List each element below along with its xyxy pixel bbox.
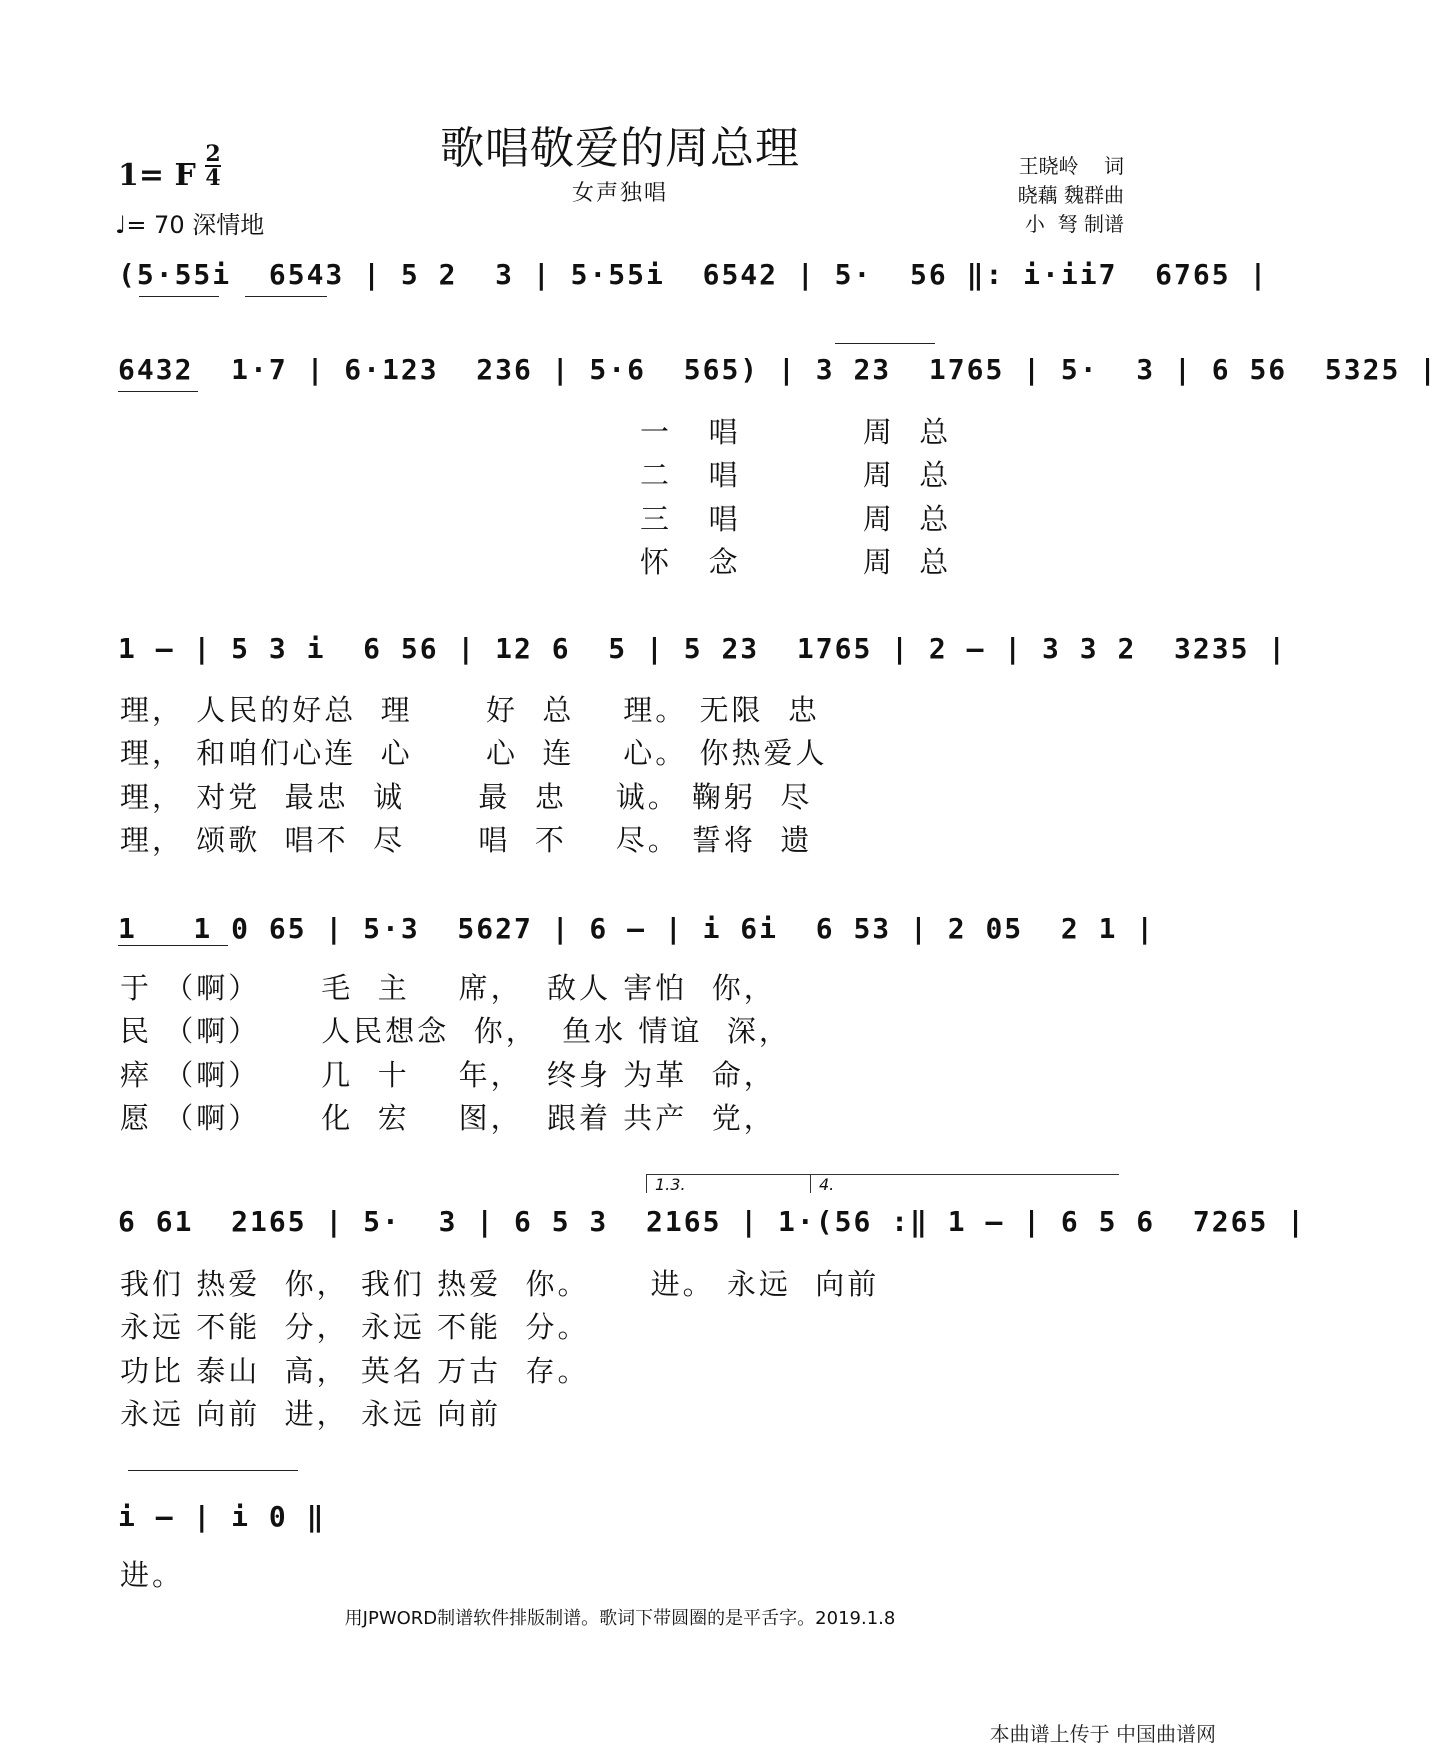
key-signature: 1= F (118, 158, 196, 193)
tempo-marking: ♩= 70 深情地 (115, 211, 265, 239)
credits (1000, 152, 1124, 239)
lyrics-verse-2: 民 （啊） 人民想念 你， 鱼水 情谊 深， (120, 1014, 791, 1048)
notation-line-3: 1 – | 5 3 i 6 56 | 12 6 5 | 5 23 1765 | 2 – | 3 3 2 3235 | (118, 632, 1288, 665)
engraver-credit: 小 弩 制谱 (1024, 212, 1124, 236)
beam (245, 296, 327, 297)
notation-line-4: 1 1 0 65 | 5·3 5627 | 6 – | i 6i 6 53 | 2 05 2 1 | (118, 912, 1156, 945)
lyrics-verse-3: 三 唱 周 总 (640, 502, 952, 536)
triplet-bracket (835, 343, 935, 344)
lyrics-verse-2: 二 唱 周 总 (640, 458, 952, 492)
meter-top: 2 (205, 141, 221, 167)
lyrics-verse-3: 瘁 （啊） 几 十 年， 终身 为革 命， (120, 1058, 776, 1092)
notation-line-5: 6 61 2165 | 5· 3 | 6 5 3 2165 | 1·(56 :‖ 1 – | 6 5 6 7265 | (118, 1205, 1307, 1238)
volta-label-1: 1.3. (655, 1175, 686, 1194)
lyrics-verse-3: 功比 泰山 高， 英名 万古 存。 (120, 1354, 590, 1388)
notation-line-6: i – | i 0 ‖ (118, 1500, 326, 1533)
lyrics-verse-4: 怀 念 周 总 (640, 545, 952, 579)
lyrics-verse-1: 理， 人民的好总 理 好 总 理。 无限 忠 (120, 693, 820, 727)
notation-line-2: 6432 1·7 | 6·123 236 | 5·6 565) | 3 23 1765 | 5· 3 | 6 56 5325 | (118, 353, 1438, 386)
lyricist-credit: 王晓岭 词 (1018, 154, 1124, 178)
volta-bracket-1 (646, 1174, 813, 1193)
lyrics-verse-1: 我们 热爱 你， 我们 热爱 你。 进。 永远 向前 (120, 1267, 880, 1301)
composer-credit: 晓藕 魏群曲 (1017, 183, 1124, 207)
footnote: 用JPWORD制谱软件排版制谱。歌词下带圆圈的是平舌字。2019.1.8 (344, 1608, 896, 1629)
lyrics-verse-4: 愿 （啊） 化 宏 图， 跟着 共产 党， (120, 1101, 776, 1135)
ending-bracket (128, 1470, 298, 1471)
lyrics-verse-2: 理， 和咱们心连 心 心 连 心。 你热爱人 (120, 736, 828, 770)
lyrics-verse-3: 理， 对党 最忠 诚 最 忠 诚。 鞠躬 尽 (120, 780, 813, 814)
beam (139, 296, 219, 297)
song-subtitle: 女声独唱 (571, 181, 668, 206)
lyrics-verse-4: 永远 向前 进， 永远 向前 (120, 1397, 502, 1431)
song-title: 歌唱敬爱的周总理 (440, 123, 800, 174)
watermark: 本曲谱上传于 中国曲谱网 (989, 1722, 1216, 1746)
meter-bottom: 4 (205, 165, 221, 191)
lyrics-ending: 进。 (120, 1558, 185, 1592)
extension-line (118, 945, 228, 946)
notation-line-1: (5·55i 6543 | 5 2 3 | 5·55i 6542 | 5· 56 ‖: i·ii7 6765 | (118, 258, 1269, 291)
lyrics-verse-4: 理， 颂歌 唱不 尽 唱 不 尽。 誓将 遗 (120, 823, 813, 857)
volta-label-2: 4. (819, 1175, 835, 1194)
beam (118, 391, 198, 392)
volta-bracket-2 (810, 1174, 1119, 1193)
lyrics-verse-1: 一 唱 周 总 (640, 415, 952, 449)
lyrics-verse-2: 永远 不能 分， 永远 不能 分。 (120, 1310, 590, 1344)
time-signature (205, 141, 221, 191)
lyrics-verse-1: 于 （啊） 毛 主 席， 敌人 害怕 你， (120, 971, 776, 1005)
